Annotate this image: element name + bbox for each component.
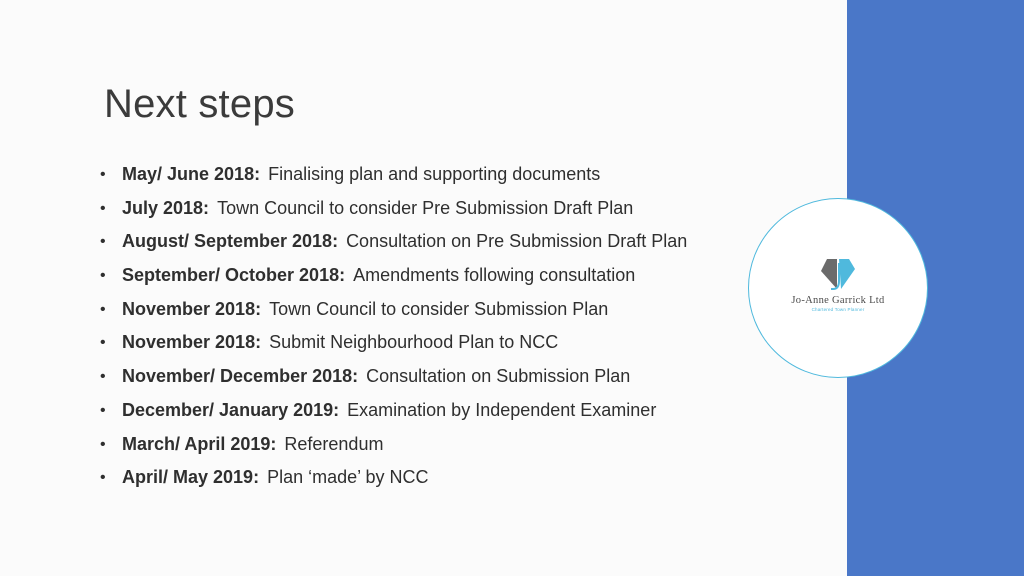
list-item (100, 428, 687, 462)
step-description: Plan ‘made’ by NCC (267, 467, 429, 488)
step-date: May/ June 2018: (122, 164, 261, 184)
diamond-logo-icon (819, 259, 859, 295)
bullet-icon: • (100, 469, 106, 487)
step-date: August/ September 2018: (122, 231, 339, 252)
step-description: Consultation on Submission Plan (366, 366, 631, 387)
list-item (100, 326, 687, 360)
list-item (100, 259, 687, 293)
bullet-icon: • (100, 300, 106, 318)
step-description: Submit Neighbourhood Plan to NCC (269, 332, 559, 353)
step-description: Town Council to consider Pre Submission Draft Plan (217, 197, 634, 218)
step-date: April/ May 2019: (122, 467, 260, 488)
list-item (100, 293, 687, 327)
list-item (100, 461, 687, 495)
step-date: November 2018: (122, 332, 262, 353)
slide-title: Next steps (104, 82, 295, 126)
step-description: Examination by Independent Examiner (347, 399, 657, 420)
bullet-icon: • (100, 401, 106, 419)
list-item (100, 225, 687, 259)
step-description: Referendum (284, 433, 384, 454)
list-item (100, 394, 687, 428)
company-logo (748, 198, 928, 378)
step-date: November/ December 2018: (122, 366, 359, 387)
bullet-icon: • (100, 267, 106, 285)
bullet-icon: • (100, 435, 106, 453)
bullet-icon: • (100, 334, 106, 352)
list-item (100, 360, 687, 394)
step-date: July 2018: (122, 197, 210, 218)
next-steps-list (100, 158, 687, 495)
list-item (100, 192, 687, 226)
bullet-icon: • (100, 166, 106, 183)
bullet-icon: • (100, 368, 106, 386)
logo-tagline: Chartered Town Planner (811, 307, 865, 312)
step-date: December/ January 2019: (122, 399, 340, 420)
step-description: Consultation on Pre Submission Draft Plan (346, 231, 688, 252)
list-item (100, 158, 687, 192)
step-description: Amendments following consultation (353, 265, 636, 286)
step-date: November 2018: (122, 298, 262, 319)
bullet-icon: • (100, 233, 106, 251)
logo-company-name: Jo-Anne Garrick Ltd (791, 295, 885, 306)
step-description: Finalising plan and supporting documents (268, 164, 601, 184)
step-date: September/ October 2018: (122, 265, 346, 286)
step-date: March/ April 2019: (122, 433, 277, 454)
step-description: Town Council to consider Submission Plan (269, 298, 609, 319)
bullet-icon: • (100, 199, 106, 217)
